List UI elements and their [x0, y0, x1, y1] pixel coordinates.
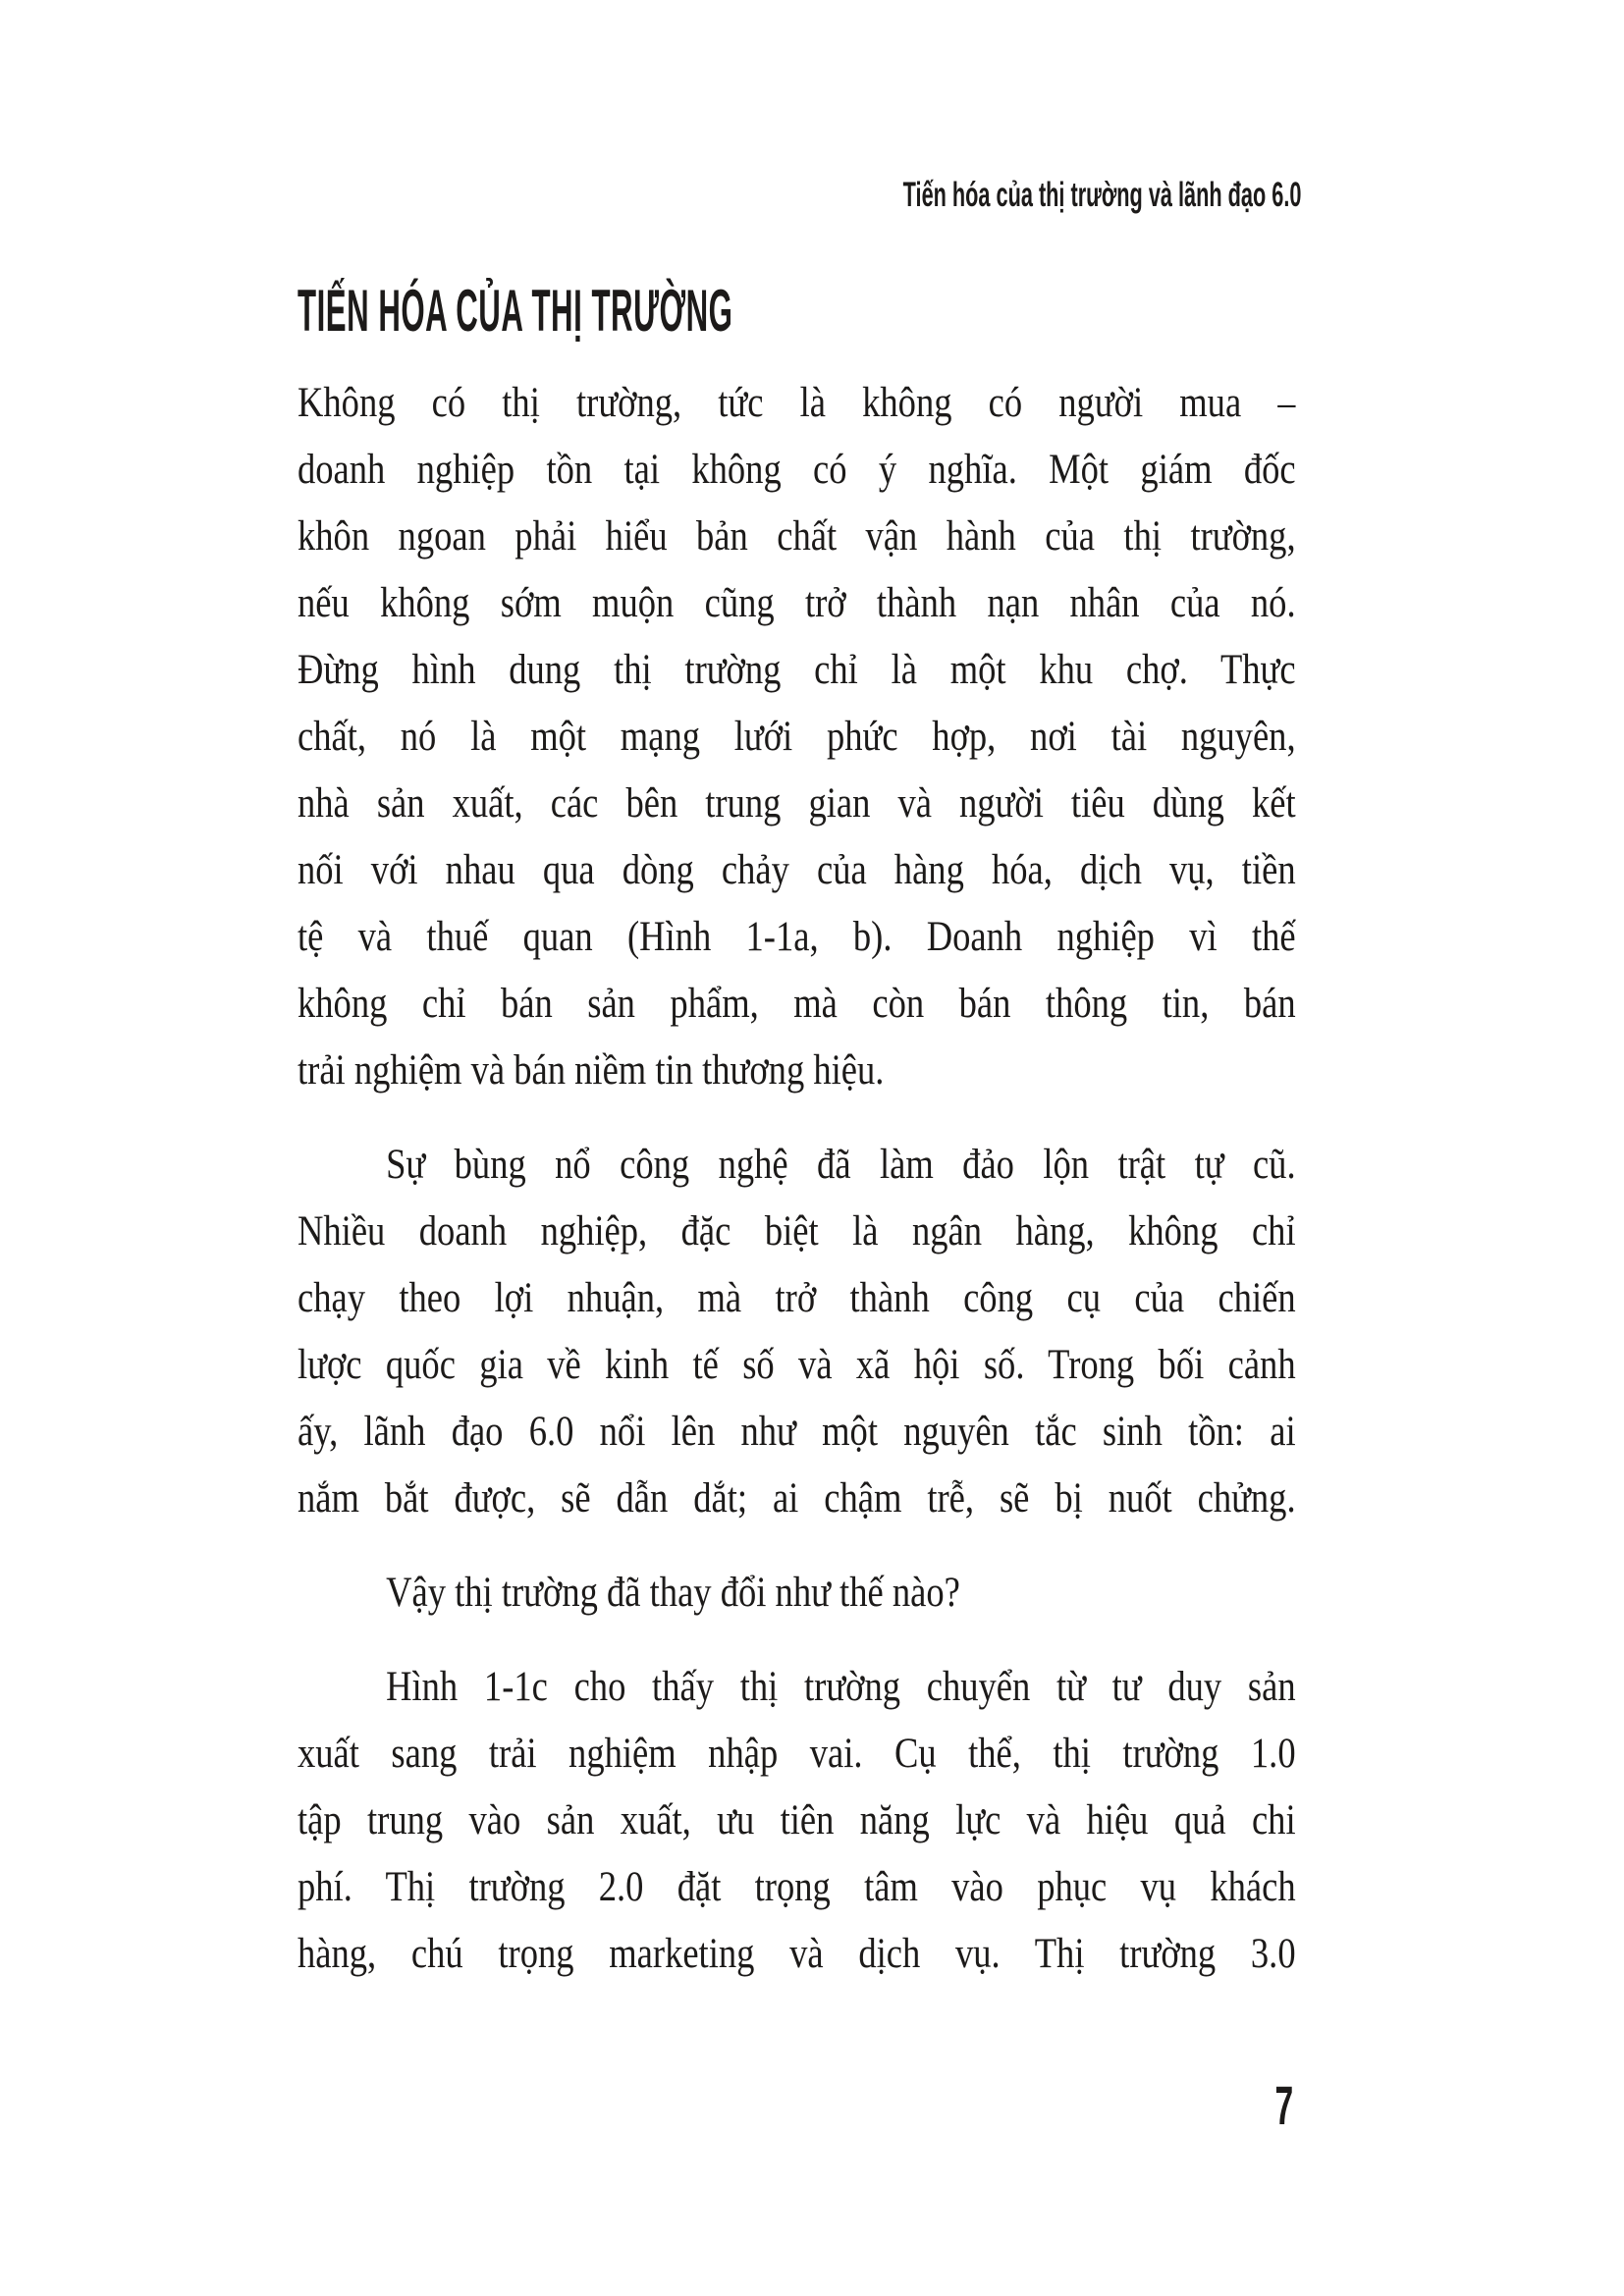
text-line: hàng, chú trọng marketing và dịch vụ. Thị trường 3.0	[298, 1931, 1296, 1977]
paragraph	[298, 1132, 1296, 1532]
text-line: nhà sản xuất, các bên trung gian và người tiêu dùng kết	[298, 780, 1296, 827]
text-line: không chỉ bán sản phẩm, mà còn bán thông tin, bán	[298, 981, 1296, 1027]
text-line: Hình 1-1c cho thấy thị trường chuyển từ tư duy sản	[386, 1664, 1296, 1710]
text-line: trải nghiệm và bán niềm tin thương hiệu.	[298, 1047, 885, 1094]
text-line: tệ và thuế quan (Hình 1-1a, b). Doanh nghiệp vì thế	[298, 914, 1296, 960]
text-line: phí. Thị trường 2.0 đặt trọng tâm vào phục vụ khách	[298, 1864, 1296, 1910]
text-line: chất, nó là một mạng lưới phức hợp, nơi tài nguyên,	[298, 714, 1296, 760]
text-line: ấy, lãnh đạo 6.0 nổi lên như một nguyên tắc sinh tồn: ai	[298, 1409, 1296, 1455]
section-heading: TIẾN HÓA CỦA THỊ TRƯỜNG	[298, 278, 733, 344]
paragraph	[298, 1654, 1296, 1988]
text-line: Nhiều doanh nghiệp, đặc biệt là ngân hàng, không chỉ	[298, 1208, 1296, 1255]
text-line: nắm bắt được, sẽ dẫn dắt; ai chậm trễ, sẽ bị nuốt chửng.	[298, 1475, 1296, 1522]
text-line: xuất sang trải nghiệm nhập vai. Cụ thể, thị trường 1.0	[298, 1731, 1296, 1777]
text-line: Sự bùng nổ công nghệ đã làm đảo lộn trật tự cũ.	[386, 1142, 1296, 1188]
text-line: Không có thị trường, tức là không có người mua –	[298, 380, 1296, 426]
body-text-inner	[298, 370, 1296, 1988]
text-line: Vậy thị trường đã thay đổi như thế nào?	[386, 1570, 960, 1616]
text-line: tập trung vào sản xuất, ưu tiên năng lực và hiệu quả chi	[298, 1797, 1296, 1843]
text-line: khôn ngoan phải hiểu bản chất vận hành của thị trường,	[298, 513, 1296, 560]
text-line: doanh nghiệp tồn tại không có ý nghĩa. Một giám đốc	[298, 447, 1296, 493]
text-line: nối với nhau qua dòng chảy của hàng hóa, dịch vụ, tiền	[298, 847, 1296, 893]
text-line: nếu không sớm muộn cũng trở thành nạn nhân của nó.	[298, 580, 1296, 626]
text-line: chạy theo lợi nhuận, mà trở thành công cụ của chiến	[298, 1275, 1296, 1321]
paragraph	[298, 1560, 1296, 1627]
paragraph	[298, 370, 1296, 1104]
page-number: 7	[1274, 2074, 1293, 2136]
text-line: Đừng hình dung thị trường chỉ là một khu chợ. Thực	[298, 647, 1296, 693]
running-header: Tiến hóa của thị trường và lãnh đạo 6.0	[902, 176, 1301, 214]
text-line: lược quốc gia về kinh tế số và xã hội số. Trong bối cảnh	[298, 1342, 1296, 1388]
body-text	[298, 370, 1296, 1988]
